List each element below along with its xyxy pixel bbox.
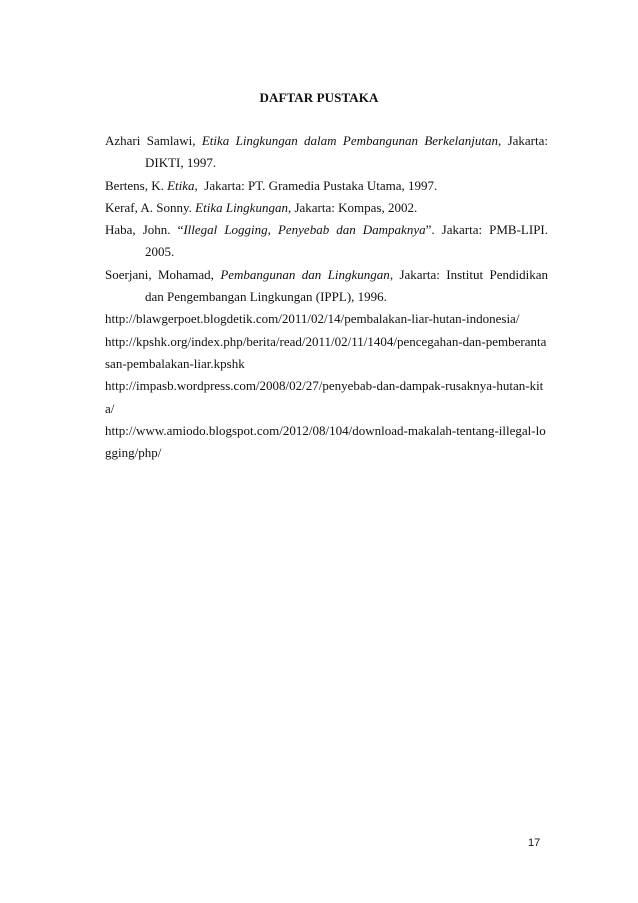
reference-entry — [105, 264, 548, 309]
reference-title: Etika, — [167, 177, 198, 193]
reference-publisher: Jakarta: PT. Gramedia Pustaka Utama, 1997. — [197, 177, 438, 193]
reference-title: Etika Lingkungan — [195, 199, 288, 215]
reference-title: Pembangunan dan Lingkungan — [220, 266, 390, 282]
reference-publisher: , Jakarta: Institut Pendidikan dan Pengembangan Lingkungan (IPPL), 1996. — [145, 266, 548, 305]
reference-entry — [105, 219, 548, 264]
reference-list — [105, 130, 548, 464]
reference-author: Bertens, K. — [105, 177, 168, 193]
page-title: DAFTAR PUSTAKA — [259, 90, 379, 105]
reference-author: Soerjani, Mohamad, — [105, 266, 221, 282]
reference-author: Azhari Samlawi, — [105, 133, 202, 148]
reference-url-link[interactable]: http://blawgerpoet.blogdetik.com/2011/02/14/pembalakan-liar-hutan-indonesia/ — [105, 311, 520, 327]
reference-author: Haba, John. “ — [105, 222, 184, 238]
reference-url-link[interactable]: http://impasb.wordpress.com/2008/02/27/penyebab-dan-dampak-rusaknya-hutan-kita/ — [105, 378, 544, 416]
page-number: 17 — [528, 837, 541, 849]
reference-publisher: ”. Jakarta: PMB-LIPI. 2005. — [145, 222, 549, 260]
reference-entry — [105, 130, 548, 175]
reference-title: Illegal Logging, Penyebab dan Dampaknya — [183, 222, 426, 238]
reference-title: Etika Lingkungan dalam Pembangunan Berkelanjutan — [201, 133, 498, 148]
reference-entry — [105, 175, 548, 197]
reference-publisher: , Jakarta: Kompas, 2002. — [287, 199, 418, 215]
reference-url-link[interactable]: http://www.amiodo.blogspot.com/2012/08/104/download-makalah-tentang-illegal-logging/php/ — [105, 422, 546, 461]
reference-url-link[interactable]: http://kpshk.org/index.php/berita/read/2011/02/11/1404/pencegahan-dan-pemberantasan-pembalakan-liar.kpshk — [105, 333, 547, 371]
reference-publisher: , Jakarta: DIKTI, 1997. — [145, 133, 548, 171]
reference-entry — [105, 197, 548, 219]
reference-author: Keraf, A. Sonny. — [105, 199, 196, 215]
